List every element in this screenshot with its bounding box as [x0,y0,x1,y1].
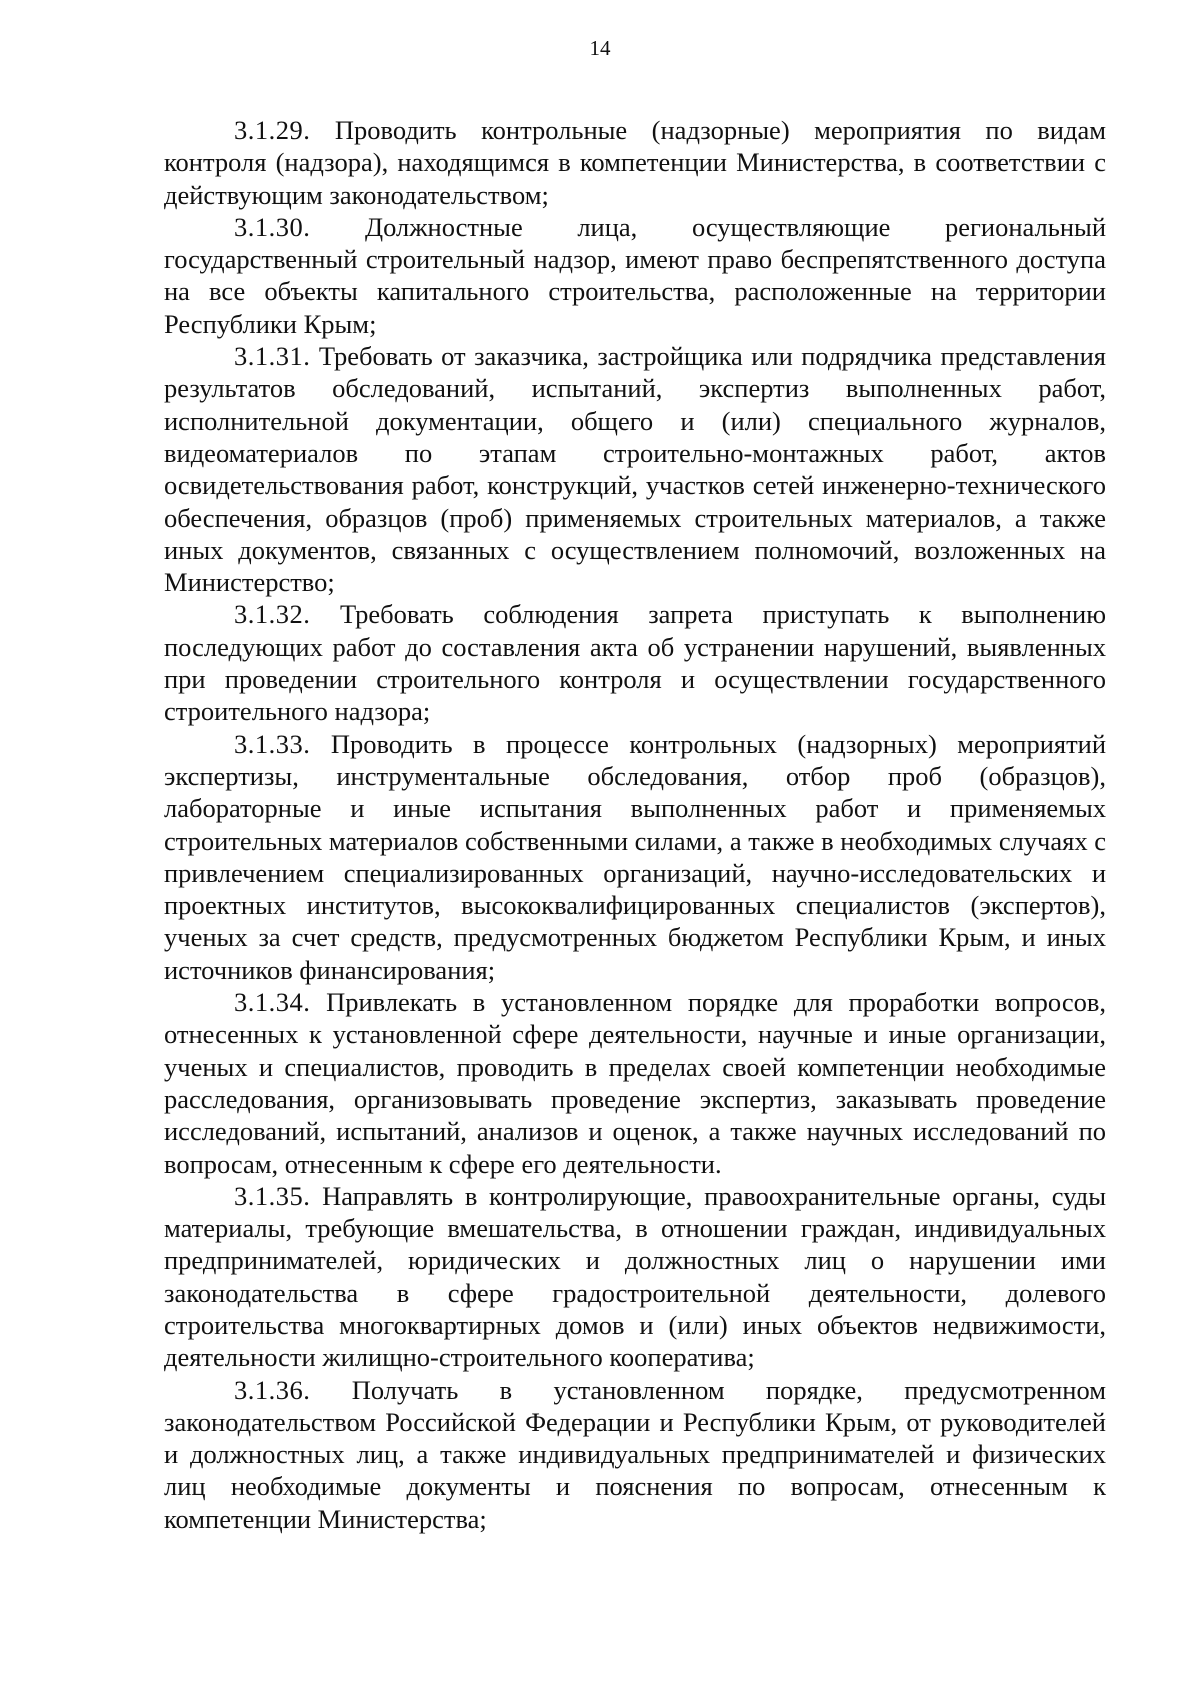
paragraph-3-1-31 [164,340,1106,598]
paragraph-text: Проводить контрольные (надзорные) мероприятия по видам контроля (надзора), находящимся в компетенции Министерства, в соответствии с действующим законодательством; [164,115,1107,210]
paragraph-3-1-29 [164,114,1106,211]
paragraph-number: 3.1.30. [234,211,311,242]
paragraph-number: 3.1.29. [234,115,311,145]
paragraph-3-1-30 [164,211,1106,340]
paragraph-3-1-34 [164,986,1106,1180]
paragraph-text: Требовать соблюдения запрета приступать к выполнению последующих работ до составления акта об устранении нарушений, выявленных при проведении строительного контроля и осуществлении государственного строительного надзора; [164,599,1106,727]
paragraph-text: Требовать от заказчика, застройщика или подрядчика представления результатов обследований, испытаний, экспертиз выполненных работ, исполнительной документации, общего и (или) специального журналов, видеоматериалов по этапам строительно-монтажных работ, актов освидетельствования работ, конструкций, участков сетей инженерно-технического обеспечения, образцов (проб) применяемых строительных материалов, а также иных документов, связанных с осуществлением полномочий, возложенных на Министерство; [164,341,1106,598]
paragraph-text: Получать в установленном порядке, предусмотренном законодательством Российской Федерации и Республики Крым, от руководителей и должностных лиц, а также индивидуальных предпринимателей и физических лиц необходимые документы и пояснения по вопросам, отнесенным к компетенции Министерства; [164,1374,1106,1534]
paragraph-number: 3.1.34. [234,987,311,1018]
paragraph-number: 3.1.31. [234,341,311,372]
paragraph-number: 3.1.32. [234,599,311,630]
paragraph-number: 3.1.35. [234,1180,311,1211]
paragraph-3-1-36 [164,1374,1106,1535]
paragraph-3-1-35 [164,1180,1106,1374]
paragraph-text: Привлекать в установленном порядке для проработки вопросов, отнесенных к установленной сфере деятельности, научные и иные организации, ученых и специалистов, проводить в пределах своей компетенции необходимые расследования, организовывать проведение экспертиз, заказывать проведение исследований, испытаний, анализов и оценок, а также научных исследований по вопросам, отнесенным к сфере его деятельности. [164,987,1106,1179]
paragraph-text: Должностные лица, осуществляющие региональный государственный строительный надзор, имеют право беспрепятственного доступа на все объекты капитального строительства, расположенные на территории Республики Крым; [164,211,1107,339]
page-number: 14 [589,36,611,60]
document-body [164,114,1106,1535]
paragraph-3-1-32 [164,598,1106,727]
paragraph-text: Проводить в процессе контрольных (надзорных) мероприятий экспертизы, инструментальные обследования, отбор проб (образцов), лабораторные и иные испытания выполненных работ и применяемых строительных материалов собственными силами, а также в необходимых случаях с привлечением специализированных организаций, научно-исследовательских и проектных институтов, высококвалифицированных специалистов (экспертов), ученых за счет средств, предусмотренных бюджетом Республики Крым, и иных источников финансирования; [164,728,1107,985]
paragraph-text: Направлять в контролирующие, правоохранительные органы, суды материалы, требующие вмешательства, в отношении граждан, индивидуальных предпринимателей, юридических и должностных лиц о нарушении ими законодательства в сфере градостроительной деятельности, долевого строительства многоквартирных домов и (или) иных объектов недвижимости, деятельности жилищно-строительного кооператива; [164,1180,1106,1373]
paragraph-number: 3.1.33. [234,728,311,759]
paragraph-3-1-33 [164,728,1106,986]
paragraph-number: 3.1.36. [234,1374,311,1405]
